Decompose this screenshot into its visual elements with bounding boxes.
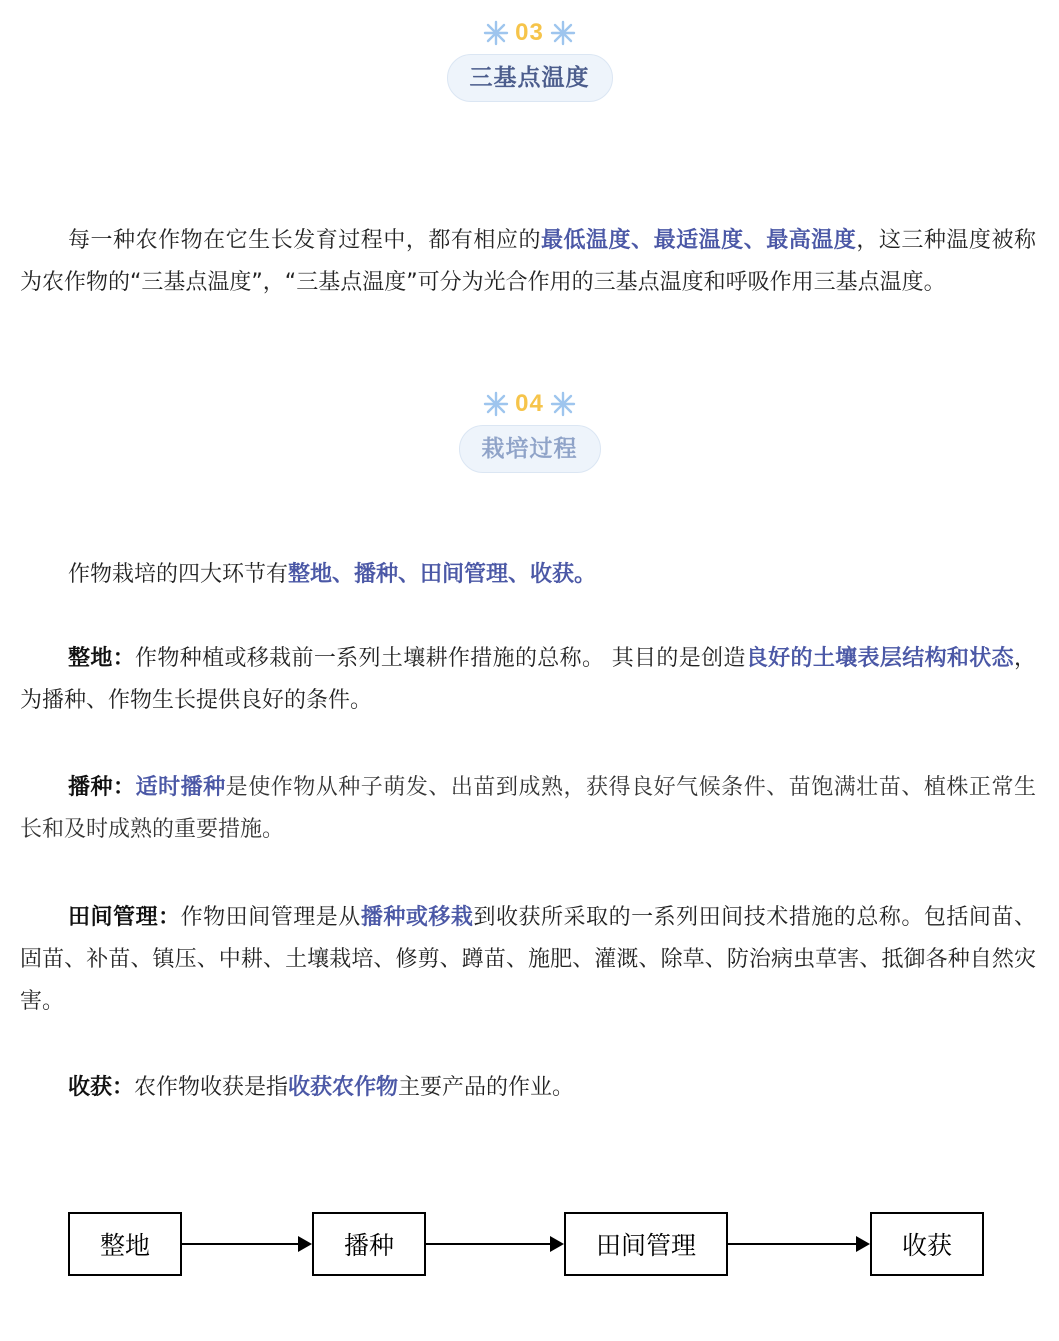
highlight-text: 整地、播种、田间管理、收获。	[288, 562, 597, 587]
section-number: 03	[515, 19, 544, 46]
text: 作物种植或移栽前一系列土壤耕作措施的总称。 其目的是创造	[135, 646, 746, 671]
flow-step-harvest: 收获	[870, 1212, 984, 1276]
text: 农作物收获是指	[134, 1075, 289, 1100]
section-number: 04	[515, 390, 544, 417]
text: 主要产品的作业。	[398, 1075, 575, 1100]
sparkle-icon	[483, 391, 509, 417]
text: 作物田间管理是从	[180, 905, 361, 930]
term-label: 播种：	[68, 775, 136, 800]
flow-arrow	[728, 1243, 868, 1245]
text: 作物栽培的四大环节有	[68, 562, 289, 587]
section-title: 三基点温度	[447, 54, 613, 102]
highlight-text: 适时播种	[135, 775, 226, 800]
highlight-text: 最低温度、最适温度、最高温度	[540, 228, 857, 253]
sparkle-icon	[483, 20, 509, 46]
text: 每一种农作物在它生长发育过程中，都有相应的	[68, 228, 541, 253]
process-flow-diagram	[68, 1212, 988, 1276]
text: 是使作物从种子萌发、出苗到成熟，获得良好气候条件、苗饱满壮苗、植株正常生长和及时成熟的重要措施。	[20, 775, 1036, 842]
paragraph-harvest	[20, 1067, 1036, 1109]
flow-arrow	[426, 1243, 562, 1245]
text: ，为播种、作物生长提供良好的条件。	[20, 646, 1036, 713]
term-label: 收获：	[68, 1075, 135, 1100]
flow-step-field-management: 田间管理	[564, 1212, 728, 1276]
paragraph-sowing	[20, 767, 1036, 851]
section-header-04	[0, 389, 1059, 473]
text: 到收获所采取的一系列田间技术措施的总称。包括间苗、固苗、补苗、镇压、中耕、土壤栽培、修剪、蹲苗、施肥、灌溉、除草、防治病虫草害、抵御各种自然灾害。	[20, 905, 1036, 1014]
term-label: 田间管理：	[68, 905, 181, 930]
highlight-text: 良好的土壤表层结构和状态	[745, 646, 1014, 671]
section-header-03	[0, 18, 1059, 102]
flow-step-land-preparation: 整地	[68, 1212, 182, 1276]
flow-step-sowing: 播种	[312, 1212, 426, 1276]
text: ，这三种温度被称为农作物的“三基点温度”，“三基点温度”可分为光合作用的三基点温度和呼吸作用三基点温度。	[20, 228, 1036, 295]
sparkle-icon	[550, 20, 576, 46]
paragraph-land-preparation	[20, 638, 1036, 722]
section-number-row	[0, 389, 1059, 419]
highlight-text: 播种或移栽	[360, 905, 474, 930]
flow-arrow	[182, 1243, 310, 1245]
section-number-row	[0, 18, 1059, 48]
term-label: 整地：	[68, 646, 136, 671]
paragraph-three-base-temp	[20, 220, 1036, 304]
paragraph-four-stages	[20, 554, 1036, 596]
highlight-text: 收获农作物	[288, 1075, 399, 1100]
paragraph-field-management	[20, 897, 1036, 1023]
section-title: 栽培过程	[459, 425, 601, 473]
sparkle-icon	[550, 391, 576, 417]
